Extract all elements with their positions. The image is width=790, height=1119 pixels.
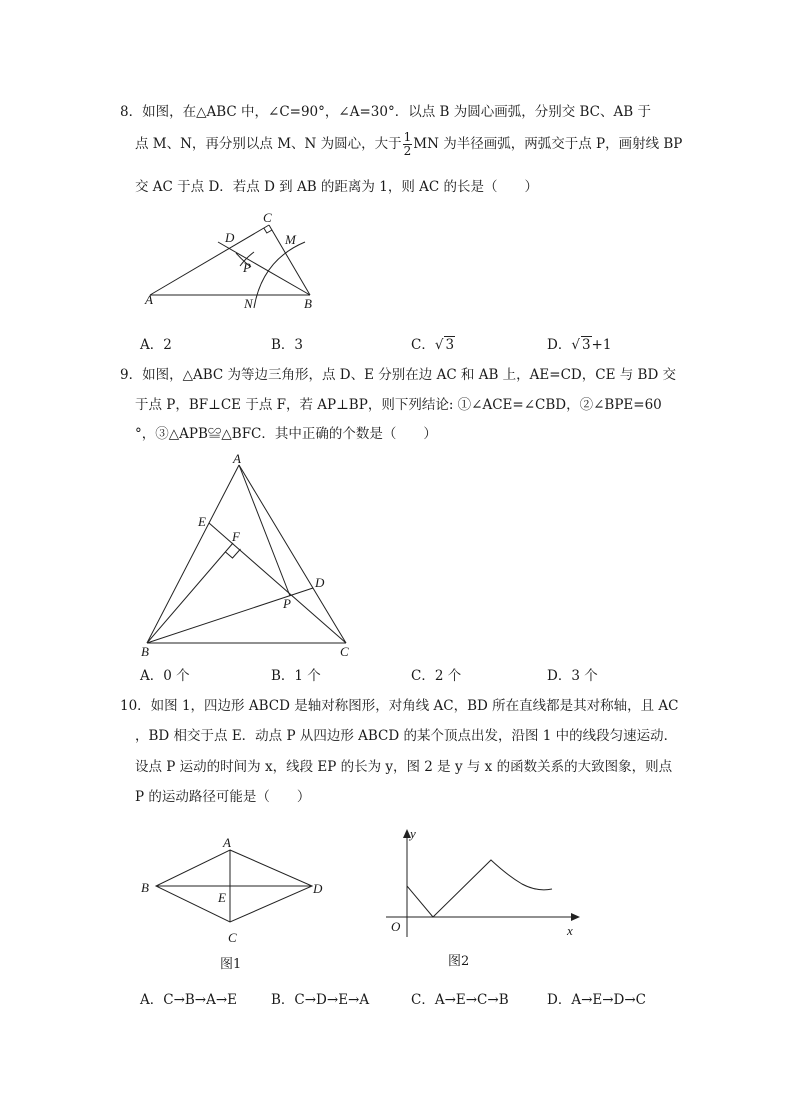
q10-function-graph xyxy=(407,860,552,917)
q9-label-d: D xyxy=(315,575,325,590)
q10-fig1-label-e: E xyxy=(218,890,226,905)
q10-figure-2 xyxy=(380,825,585,945)
q9-figure xyxy=(135,448,360,663)
q9-text-line-2: 于点 P，BF⊥CE 于点 F，若 AP⊥BP，则下列结论: ①∠ACE=∠CBD，②∠BPE=60 xyxy=(135,397,662,413)
q8-option-a: A．2 xyxy=(140,337,172,353)
q9-segment-ap xyxy=(239,465,290,596)
q9-option-b: B．1 个 xyxy=(271,668,321,684)
q10-text-line-1: 10．如图 1，四边形 ABCD 是轴对称图形，对角线 AC，BD 所在直线都是其对称轴，且 AC xyxy=(120,698,679,714)
q9-segment-bf xyxy=(147,543,233,643)
q8-fraction-numerator: 1 xyxy=(403,130,412,144)
q8-text-line-2 xyxy=(135,131,682,158)
q8-text-line-2a: 点 M、N，再分别以点 M、N 为圆心，大于 xyxy=(135,136,402,152)
q9-side-ab xyxy=(147,465,239,643)
q10-fig1-label-a: A xyxy=(223,835,231,850)
q8-fraction-denominator: 2 xyxy=(403,144,412,158)
q8-option-d-suffix: +1 xyxy=(591,337,612,353)
q10-option-c: C．A→E→C→B xyxy=(411,992,509,1008)
q8-text-line-3: 交 AC 于点 D．若点 D 到 AB 的距离为 1，则 AC 的长是（ ） xyxy=(135,179,538,195)
q9-label-b: B xyxy=(141,644,149,659)
q9-option-a: A．0 个 xyxy=(140,668,190,684)
q8-arc-mn xyxy=(254,242,305,308)
q9-segment-ce xyxy=(209,523,346,643)
q10-figure-1 xyxy=(135,832,335,952)
q10-text-line-3: 设点 P 运动的时间为 x，线段 EP 的长为 y，图 2 是 y 与 x 的函数关系的大致图象，则点 xyxy=(135,759,673,775)
q10-option-b: B．C→D→E→A xyxy=(271,992,370,1008)
q10-axis-x-arrow xyxy=(571,913,580,921)
q10-fig2-label-x: x xyxy=(567,923,573,938)
q8-label-n: N xyxy=(244,296,253,311)
q8-label-m: M xyxy=(285,232,296,247)
q9-text-line-1: 9．如图，△ABC 为等边三角形，点 D、E 分别在边 AC 和 AB 上，AE=CD，CE 与 BD 交 xyxy=(120,367,677,383)
q9-text-line-3: °，③△APB≌△BFC．其中正确的个数是（ ） xyxy=(135,426,437,442)
q10-text-line-4: P 的运动路径可能是（ ） xyxy=(135,789,311,805)
q10-fig2-label-y: y xyxy=(410,826,416,841)
q8-label-c: C xyxy=(263,210,272,225)
q9-right-angle-mark xyxy=(226,549,241,558)
q10-fig2-caption: 图2 xyxy=(448,954,470,969)
q9-option-c: C．2 个 xyxy=(411,668,462,684)
q8-label-b: B xyxy=(304,296,312,311)
q8-option-d-radicand: 3 xyxy=(581,337,591,353)
q10-fig1-label-b: B xyxy=(141,880,149,895)
q10-text-line-2: ，BD 相交于点 E．动点 P 从四边形 ABCD 的某个顶点出发，沿图 1 中的线段匀速运动． xyxy=(135,728,678,744)
q8-ray-bp xyxy=(218,242,310,295)
q9-label-f: F xyxy=(232,529,240,544)
q8-figure xyxy=(140,205,320,315)
q8-option-d-prefix: D． xyxy=(547,337,572,353)
q10-fig1-caption: 图1 xyxy=(220,957,242,972)
q9-label-e: E xyxy=(198,514,206,529)
q10-fig2-label-o: O xyxy=(391,919,401,934)
q8-label-a: A xyxy=(145,292,153,307)
q8-option-c-prefix: C． xyxy=(411,337,435,353)
q10-option-a: A．C→B→A→E xyxy=(140,992,238,1008)
q8-text-line-2b: MN 为半径画弧，两弧交于点 P，画射线 BP xyxy=(413,136,683,152)
q9-label-p: P xyxy=(283,596,291,611)
q9-side-ca xyxy=(239,465,346,643)
q9-label-a: A xyxy=(233,451,241,466)
q8-option-c: C．√ 3 xyxy=(411,337,455,353)
q9-option-d: D．3 个 xyxy=(547,668,598,684)
q8-fraction xyxy=(403,131,413,158)
q10-fig1-label-c: C xyxy=(228,930,237,945)
q10-fig1-label-d: D xyxy=(313,881,323,896)
q8-option-c-radicand: 3 xyxy=(445,337,455,353)
q8-text-line-1: 8．如图，在△ABC 中，∠C=90°，∠A=30°．以点 B 为圆心画弧，分别交 BC、AB 于 xyxy=(120,104,651,120)
q8-label-p: P xyxy=(243,260,251,275)
q10-option-d: D．A→E→D→C xyxy=(547,992,647,1008)
q8-side-ac xyxy=(150,225,269,295)
q8-label-d: D xyxy=(225,230,235,245)
q8-option-b: B．3 xyxy=(271,337,304,353)
q8-option-d: D．√ 3+1 xyxy=(547,337,612,353)
q9-label-c: C xyxy=(340,644,349,659)
